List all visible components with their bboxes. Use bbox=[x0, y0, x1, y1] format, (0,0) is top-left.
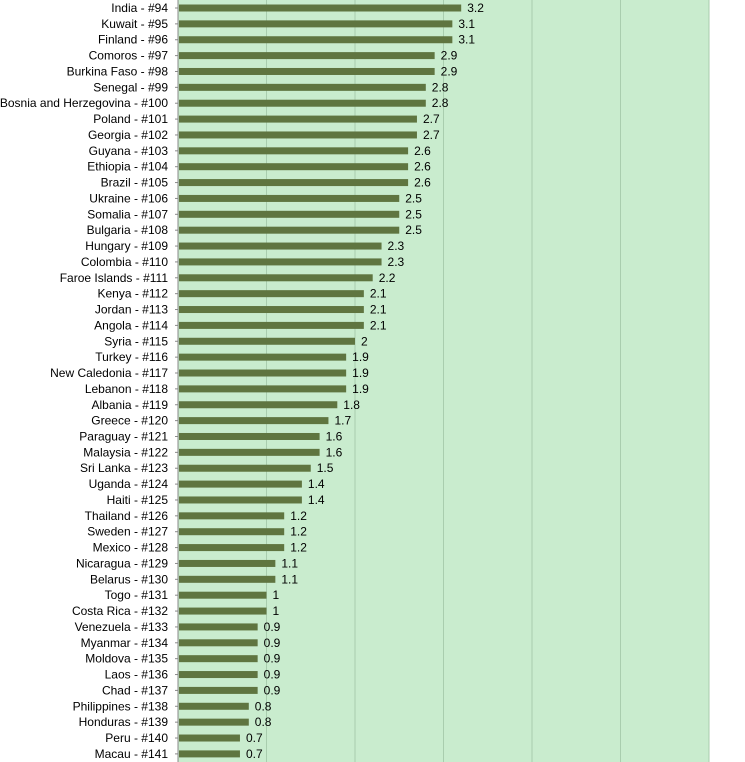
data-label: 1.6 bbox=[325, 429, 343, 444]
category-label: Lebanon - #118 bbox=[84, 381, 168, 396]
category-label: Bulgaria - #108 bbox=[86, 223, 168, 238]
bar bbox=[179, 52, 435, 59]
bar bbox=[179, 258, 382, 265]
data-label: 0.9 bbox=[263, 667, 281, 682]
category-label: Guyana - #103 bbox=[88, 143, 168, 158]
data-label: 1.7 bbox=[334, 413, 352, 428]
data-label: 2.1 bbox=[369, 302, 387, 317]
category-label: Costa Rica - #132 bbox=[71, 604, 168, 619]
bar bbox=[179, 243, 382, 250]
category-label: Myanmar - #134 bbox=[80, 635, 168, 650]
category-label: Senegal - #99 bbox=[93, 80, 168, 95]
data-label: 0.7 bbox=[245, 731, 263, 746]
data-label: 2.5 bbox=[405, 207, 422, 222]
bar bbox=[179, 608, 267, 615]
data-label: 1.1 bbox=[281, 572, 299, 587]
bar bbox=[179, 20, 452, 27]
bar bbox=[179, 401, 337, 408]
bar bbox=[179, 703, 249, 710]
category-label: Philippines - #138 bbox=[72, 699, 168, 714]
bar bbox=[179, 719, 249, 726]
data-label: 1.5 bbox=[316, 461, 334, 476]
bar bbox=[179, 623, 258, 630]
category-label: Comoros - #97 bbox=[88, 48, 168, 63]
data-label: 1.1 bbox=[281, 556, 299, 571]
bar bbox=[179, 417, 328, 424]
data-label: 2.6 bbox=[414, 175, 431, 190]
category-label: Venezuela - #133 bbox=[74, 619, 168, 634]
category-label: Hungary - #109 bbox=[85, 239, 168, 254]
category-label: Chad - #137 bbox=[101, 683, 168, 698]
category-label: Colombia - #110 bbox=[80, 254, 168, 269]
data-label: 1.2 bbox=[290, 508, 307, 523]
bar bbox=[179, 290, 364, 297]
bar bbox=[179, 163, 408, 170]
data-label: 2.2 bbox=[378, 270, 396, 285]
data-label: 1.4 bbox=[307, 492, 325, 507]
data-label: 2.7 bbox=[422, 127, 440, 142]
data-label: 1.2 bbox=[290, 524, 307, 539]
data-label: 2.3 bbox=[387, 254, 405, 269]
category-label: Burkina Faso - #98 bbox=[66, 64, 168, 79]
data-label: 2.9 bbox=[440, 64, 458, 79]
bar bbox=[179, 131, 417, 138]
bar bbox=[179, 544, 284, 551]
bar bbox=[179, 274, 373, 281]
data-label: 2.1 bbox=[369, 286, 387, 301]
data-label: 0.9 bbox=[263, 651, 281, 666]
category-label: Thailand - #126 bbox=[84, 508, 168, 523]
bar bbox=[179, 496, 302, 503]
bar bbox=[179, 449, 320, 456]
category-label: New Caledonia - #117 bbox=[50, 366, 168, 381]
category-label: Mexico - #128 bbox=[92, 540, 168, 555]
data-label: 1 bbox=[272, 588, 280, 603]
category-label: India - #94 bbox=[111, 1, 168, 15]
category-label: Finland - #96 bbox=[97, 32, 168, 47]
bar bbox=[179, 687, 258, 694]
bar bbox=[179, 465, 311, 472]
category-label: Bosnia and Herzegovina - #100 bbox=[0, 96, 168, 111]
category-label: Macau - #141 bbox=[94, 746, 168, 761]
bar bbox=[179, 354, 346, 361]
data-label: 1 bbox=[272, 604, 280, 619]
data-label: 2.8 bbox=[431, 96, 449, 111]
data-label: 1.9 bbox=[352, 350, 369, 365]
data-label: 2 bbox=[361, 334, 368, 349]
category-label: Sweden - #127 bbox=[87, 524, 168, 539]
data-label: 0.9 bbox=[263, 635, 281, 650]
data-label: 1.9 bbox=[352, 366, 369, 381]
data-label: 1.9 bbox=[352, 381, 369, 396]
bar bbox=[179, 68, 435, 75]
category-label: Syria - #115 bbox=[104, 334, 168, 349]
category-label: Faroe Islands - #111 bbox=[59, 270, 168, 285]
data-label: 2.1 bbox=[369, 318, 387, 333]
data-label: 0.9 bbox=[263, 619, 281, 634]
category-label: Uganda - #124 bbox=[88, 477, 168, 492]
bar bbox=[179, 116, 417, 123]
data-label: 3.2 bbox=[467, 1, 484, 15]
data-label: 1.4 bbox=[307, 477, 325, 492]
bar bbox=[179, 211, 399, 218]
data-label: 2.7 bbox=[422, 112, 440, 127]
data-label: 2.9 bbox=[440, 48, 458, 63]
data-label: 2.6 bbox=[414, 143, 431, 158]
data-label: 2.5 bbox=[405, 223, 422, 238]
data-label: 2.6 bbox=[414, 159, 431, 174]
bar bbox=[179, 322, 364, 329]
category-label: Nicaragua - #129 bbox=[75, 556, 168, 571]
data-label: 1.2 bbox=[290, 540, 307, 555]
bar bbox=[179, 750, 240, 757]
bar bbox=[179, 433, 320, 440]
bar bbox=[179, 370, 346, 377]
data-label: 0.9 bbox=[263, 683, 281, 698]
bar bbox=[179, 592, 267, 599]
bar bbox=[179, 639, 258, 646]
category-label: Georgia - #102 bbox=[87, 127, 168, 142]
data-label: 0.8 bbox=[254, 715, 272, 730]
data-label: 0.8 bbox=[254, 699, 272, 714]
data-label: 1.6 bbox=[325, 445, 343, 460]
bar bbox=[179, 179, 408, 186]
bar bbox=[179, 655, 258, 662]
data-label: 0.7 bbox=[245, 746, 263, 761]
bar bbox=[179, 735, 240, 742]
category-label: Moldova - #135 bbox=[85, 651, 168, 666]
category-label: Brazil - #105 bbox=[100, 175, 168, 190]
bar bbox=[179, 576, 275, 583]
data-label: 1.8 bbox=[343, 397, 360, 412]
bar bbox=[179, 100, 426, 107]
bar bbox=[179, 36, 452, 43]
category-label: Togo - #131 bbox=[104, 588, 168, 603]
category-label: Honduras - #139 bbox=[78, 715, 168, 730]
category-label: Paraguay - #121 bbox=[79, 429, 168, 444]
category-label: Belarus - #130 bbox=[89, 572, 168, 587]
category-label: Kuwait - #95 bbox=[101, 16, 168, 31]
bar bbox=[179, 338, 355, 345]
category-label: Haiti - #125 bbox=[106, 492, 168, 507]
category-label: Peru - #140 bbox=[105, 731, 168, 746]
bar bbox=[179, 481, 302, 488]
data-label: 3.1 bbox=[458, 16, 476, 31]
category-label: Angola - #114 bbox=[94, 318, 168, 333]
category-label: Ethiopia - #104 bbox=[87, 159, 168, 174]
category-label: Turkey - #116 bbox=[95, 350, 168, 365]
bar bbox=[179, 671, 258, 678]
bar bbox=[179, 84, 426, 91]
bar bbox=[179, 227, 399, 234]
category-label: Sri Lanka - #123 bbox=[79, 461, 168, 476]
bar bbox=[179, 195, 399, 202]
category-label: Kenya - #112 bbox=[97, 286, 168, 301]
category-label: Ukraine - #106 bbox=[89, 191, 168, 206]
data-label: 2.5 bbox=[405, 191, 422, 206]
category-label: Albania - #119 bbox=[91, 397, 168, 412]
data-label: 2.3 bbox=[387, 239, 405, 254]
category-label: Greece - #120 bbox=[91, 413, 168, 428]
category-label: Somalia - #107 bbox=[87, 207, 168, 222]
bar bbox=[179, 306, 364, 313]
category-label: Malaysia - #122 bbox=[83, 445, 168, 460]
bar bbox=[179, 528, 284, 535]
category-label: Poland - #101 bbox=[93, 112, 168, 127]
data-label: 3.1 bbox=[458, 32, 476, 47]
bar bbox=[179, 5, 461, 12]
data-label: 2.8 bbox=[431, 80, 449, 95]
bar bbox=[179, 147, 408, 154]
bar bbox=[179, 385, 346, 392]
category-label: Laos - #136 bbox=[104, 667, 168, 682]
category-label: Jordan - #113 bbox=[94, 302, 168, 317]
bar bbox=[179, 560, 275, 567]
bar bbox=[179, 512, 284, 519]
